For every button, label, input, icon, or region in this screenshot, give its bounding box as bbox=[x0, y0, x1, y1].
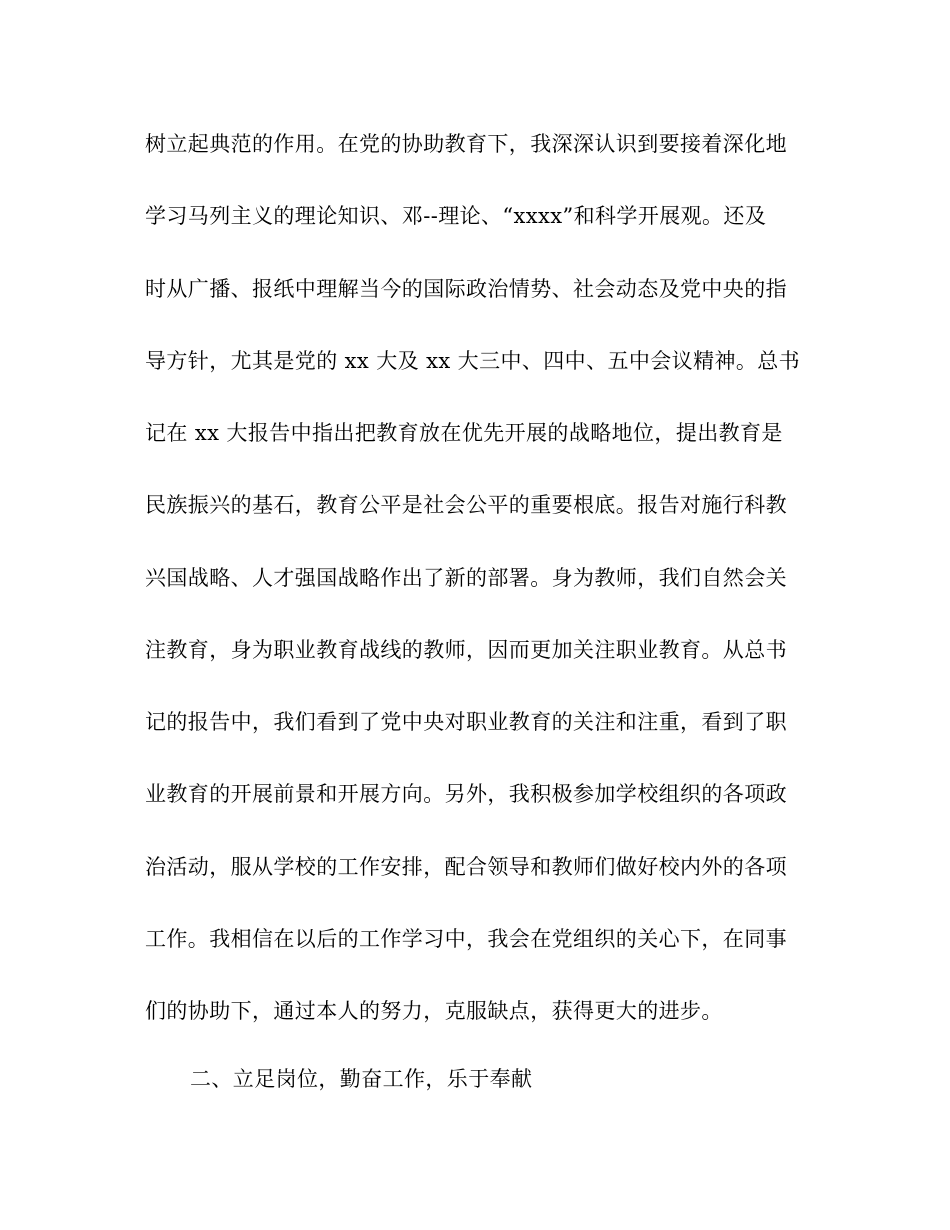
paragraph-line-2: 学习马列主义的理论知识、邓--理论、“xxxx”和科学开展观。还及 bbox=[145, 204, 767, 228]
paragraph-line-11: 治活动，服从学校的工作安排，配合领导和教师们做好校内外的各项 bbox=[145, 855, 787, 879]
paragraph-line-12: 工作。我相信在以后的工作学习中，我会在党组织的关心下，在同事 bbox=[145, 927, 787, 951]
paragraph-line-5: 记在 xx 大报告中指出把教育放在优先开展的战略地位，提出教育是 bbox=[145, 421, 783, 445]
section-heading: 二、立足岗位，勤奋工作，乐于奉献 bbox=[190, 1067, 533, 1091]
paragraph-line-7: 兴国战略、人才强国战略作出了新的部署。身为教师，我们自然会关 bbox=[145, 566, 787, 590]
paragraph-line-3: 时从广播、报纸中理解当今的国际政治情势、社会动态及党中央的指 bbox=[145, 277, 787, 301]
paragraph-line-4: 导方针，尤其是党的 xx 大及 xx 大三中、四中、五中会议精神。总书 bbox=[145, 349, 801, 373]
paragraph-line-1: 树立起典范的作用。在党的协助教育下，我深深认识到要接着深化地 bbox=[145, 132, 787, 156]
paragraph-line-13: 们的协助下，通过本人的努力，克服缺点，获得更大的进步。 bbox=[145, 999, 723, 1023]
paragraph-line-6: 民族振兴的基石，教育公平是社会公平的重要根底。报告对施行科教 bbox=[145, 493, 787, 517]
paragraph-line-10: 业教育的开展前景和开展方向。另外，我积极参加学校组织的各项政 bbox=[145, 782, 787, 806]
paragraph-line-9: 记的报告中，我们看到了党中央对职业教育的关注和注重，看到了职 bbox=[145, 710, 787, 734]
paragraph-line-8: 注教育，身为职业教育战线的教师，因而更加关注职业教育。从总书 bbox=[145, 638, 787, 662]
